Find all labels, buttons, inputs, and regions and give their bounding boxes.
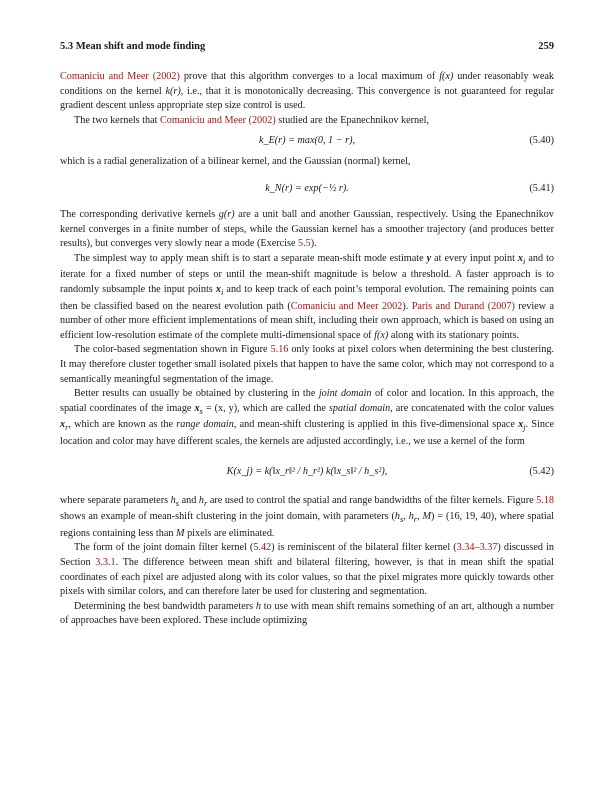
text-run: ). <box>310 238 317 250</box>
equation-expression: k_N(r) = exp(−½ r). <box>265 182 349 194</box>
paragraph <box>60 252 554 344</box>
paragraph <box>60 114 554 129</box>
text-run: = (x, y), which are called the <box>202 402 329 414</box>
cross-reference-link[interactable]: Paris and Durand (2007) <box>411 300 515 312</box>
text-run: spatial domain <box>328 402 391 414</box>
equation-expression: k_E(r) = max(0, 1 − r), <box>258 135 356 147</box>
paragraph <box>60 208 554 252</box>
text-run: s <box>399 514 404 525</box>
equation-5-41 <box>60 170 554 208</box>
cross-reference-link[interactable]: Comaniciu and Meer (2002) <box>60 71 180 82</box>
text-run: at every input point <box>431 252 518 264</box>
cross-reference-link[interactable]: 3.34–3.37 <box>456 542 498 554</box>
text-run: The color-based segmentation shown in Figure <box>74 344 271 356</box>
text-run: s <box>175 497 180 508</box>
cross-reference-link[interactable]: 5.42 <box>253 542 272 554</box>
cross-reference-link[interactable]: 5.16 <box>270 344 289 356</box>
text-run: x <box>60 419 66 431</box>
cross-reference-link[interactable]: 3.3.1 <box>95 557 116 569</box>
text-run: x <box>215 283 221 295</box>
equation-5-42 <box>60 450 554 494</box>
text-run: . The difference between mean shift and bilateral filtering, however, is that in mean shift the spatial coordinates of each pixel are adjusted along with its color values, so that the pixel migrates more quickly towards other pixels with similar colors, and can therefore later be used for clustering and segmentation. <box>60 557 555 598</box>
text-run: . Since location and color may have different scales, the kernels are adjusted accordingly, i.e., we use a kernel of the form <box>60 419 554 447</box>
text-run: x <box>517 252 524 264</box>
text-run: g(r) <box>218 208 235 220</box>
text-run: f(x) <box>439 71 454 82</box>
cross-reference-link[interactable]: 5.5 <box>298 238 311 250</box>
paragraph <box>60 541 554 599</box>
body-text <box>60 70 554 629</box>
text-run: , are concatenated with the color values <box>390 402 554 414</box>
text-run: , i.e., that it is monotonically decreasing. This convergence is not guaranteed for regular gradient descent unless appropriate step size control is used. <box>60 85 554 112</box>
text-run: s <box>199 405 203 416</box>
paragraph <box>60 600 554 629</box>
text-run: under reasonably weak conditions on the kernel <box>60 71 554 97</box>
text-run: range domain <box>176 419 234 431</box>
text-run: M <box>422 511 432 523</box>
cross-reference-link[interactable]: 5.18 <box>536 494 554 506</box>
text-run: joint domain <box>318 388 372 400</box>
text-run: M <box>176 527 185 539</box>
text-run: The two kernels that <box>74 114 161 126</box>
text-run: review a number of other more efficient implementations of mean shift, including their own approach, which is based on using an efficient low-resolution estimate of the complete multi-dimensional space of <box>60 300 555 341</box>
text-run: j <box>523 422 526 433</box>
text-run: The form of the joint domain filter kernel ( <box>74 542 254 554</box>
section-title: 5.3 Mean shift and mode finding <box>60 41 206 52</box>
paragraph <box>60 70 554 114</box>
text-run: , <box>417 511 423 523</box>
text-run: , which are known as the <box>68 419 177 431</box>
equation-expression: K(x_j) = k(‖x_r‖² / h_r²) k(‖x_s‖² / h_s²), <box>226 465 388 477</box>
text-run: ) = (16, 19, 40), where spatial regions containing less than <box>60 511 554 539</box>
paragraph <box>60 343 554 387</box>
equation-number: (5.40) <box>529 135 554 147</box>
text-run: r <box>413 514 418 525</box>
text-run: Better results can usually be obtained by clustering in the <box>74 388 319 400</box>
text-run: k(r) <box>165 85 181 97</box>
text-run: f(x) <box>374 329 389 341</box>
text-run: and to keep track of each point’s temporal evolution. The remaining points can then be classified based on the nearest evolution path ( <box>60 283 554 312</box>
cross-reference-link[interactable]: Comaniciu and Meer 2002 <box>290 300 403 312</box>
text-run: studied are the Epanechnikov kernel, <box>275 114 430 126</box>
text-run: h <box>198 494 204 506</box>
text-run: , <box>403 511 409 523</box>
text-run: along with its stationary points. <box>388 329 519 341</box>
text-run: y <box>426 252 432 264</box>
text-run: are a unit ball and another Gaussian, respectively. Using the Epanechnikov kernel converges in a finite number of steps, while the Gaussian kernel has a smoother trajectory (and produces better results), but converges very slowly near a mode (Exercise <box>60 208 554 250</box>
text-run: and to iterate for a fixed number of steps or until the mean-shift magnitude is below a threshold. A faster approach is to randomly subsample the input points <box>60 252 554 295</box>
equation-5-40 <box>60 128 554 155</box>
paragraph <box>60 387 554 449</box>
text-run: are used to control the spatial and range bandwidths of the filter kernels. Figure <box>207 494 537 506</box>
text-run: shows an example of mean-shift clustering in the joint domain, with parameters ( <box>60 511 395 523</box>
text-run: only looks at pixel colors when determining the best clustering. It may therefore cluster together small isolated pixels that happen to have the same color, which may not correspond to a semantically meaningful segmentation of the image. <box>60 344 554 385</box>
text-run: i <box>523 255 526 266</box>
text-run: pixels are eliminated. <box>184 527 275 539</box>
text-run: r <box>203 497 208 508</box>
text-run: r <box>65 422 69 433</box>
equation-number: (5.41) <box>529 182 554 194</box>
text-run: The corresponding derivative kernels <box>60 208 219 220</box>
text-run: and <box>179 494 199 506</box>
cross-reference-link[interactable]: Comaniciu and Meer (2002) <box>160 114 276 126</box>
text-run: x <box>194 402 200 414</box>
paragraph <box>60 494 554 542</box>
text-run: h <box>408 511 414 523</box>
text-run: h <box>170 494 176 506</box>
text-run: Determining the best bandwidth parameters <box>74 600 256 612</box>
text-run: to use with mean shift remains something of an art, although a number of approaches have been explored. These include optimizing <box>60 600 554 627</box>
text-run: i <box>220 287 224 297</box>
text-run: of color and location. In this approach, the spatial coordinates of the image <box>60 388 555 414</box>
text-run: h <box>255 600 261 612</box>
text-run: The simplest way to apply mean shift is to start a separate mean-shift mode estimate <box>74 252 427 264</box>
text-run: ). <box>402 300 412 312</box>
paragraph: which is a radial generalization of a bilinear kernel, and the Gaussian (normal) kernel, <box>60 156 411 168</box>
text-run: x <box>518 419 524 431</box>
text-run: h <box>394 511 400 523</box>
text-run: ) is reminiscent of the bilateral filter kernel ( <box>271 542 457 554</box>
text-run: ) discussed in Section <box>60 542 554 569</box>
equation-number: (5.42) <box>529 465 554 477</box>
text-run: where separate parameters <box>60 494 171 506</box>
text-run: prove that this algorithm converges to a local maximum of <box>179 71 440 82</box>
text-run: , and mean-shift clustering is applied in this five-dimensional space <box>233 419 519 431</box>
page-number: 259 <box>538 41 554 52</box>
